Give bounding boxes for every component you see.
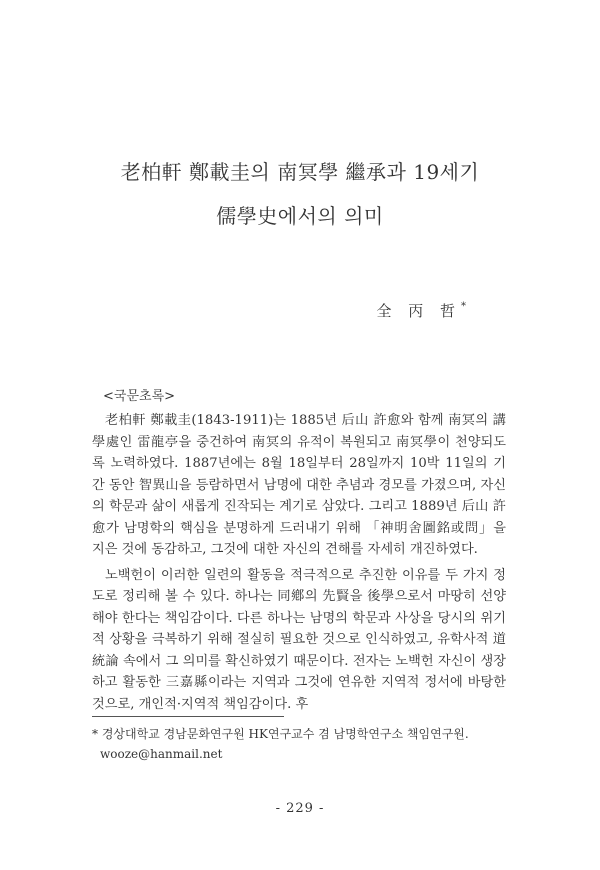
author-footnote-mark: * xyxy=(461,301,466,312)
page-number: - 229 - xyxy=(275,801,325,816)
abstract-body xyxy=(92,410,506,719)
footnote xyxy=(92,724,506,764)
footnote-affiliation: * 경상대학교 경남문화연구원 HK연구교수 겸 남명학연구소 책임연구원. xyxy=(92,727,469,741)
paper-title-line-1: 老柏軒 鄭載圭의 南冥學 繼承과 19세기 xyxy=(120,160,480,184)
author-line xyxy=(376,300,466,321)
footnote-divider xyxy=(92,716,284,717)
abstract-paragraph-1: 老柏軒 鄭載圭(1843-1911)는 1885년 后山 許愈와 함께 南冥의 講學處인 雷龍亭을 중건하여 南冥의 유적이 복원되고 南冥學이 천양되도록 노력하였다. 1887년에는 8월 18일부터 28일까지 10박 11일의 기간 동안 智異山을 등람하면서 남명에 대한 추념과 경모를 가졌으며, 자신의 학문과 삶이 새롭게 진작되는 계기로 삼았다. 그리고 1889년 后山 許愈가 남명학의 핵심을 분명하게 드러내기 위해 「神明舍圖銘或問」을 지은 것에 동감하고, 그것에 대한 자신의 견해를 자세히 개진하였다. xyxy=(92,413,506,557)
author-name: 全 丙 哲 xyxy=(376,302,461,320)
abstract-paragraph-2: 노백헌이 이러한 일련의 활동을 적극적으로 추진한 이유를 두 가지 정도로 정리해 볼 수 있다. 하나는 同鄕의 先賢을 後學으로서 마땅히 선양해야 한다는 책임감이다. 다른 하나는 남명의 학문과 사상을 당시의 위기적 상황을 극복하기 위해 절실히 필요한 것으로 인식하였고, 유학사적 道統論 속에서 그 의미를 확신하였기 때문이다. 전자는 노백헌 자신이 생장하고 활동한 三嘉縣이라는 지역과 그것에 연유한 지역적 정서에 바탕한 것으로, 개인적·지역적 책임감이다. 후 xyxy=(92,567,506,712)
footnote-email: wooze@hanmail.net xyxy=(100,747,223,761)
paper-title-line-2: 儒學史에서의 의미 xyxy=(216,204,384,228)
abstract-heading: <국문초록> xyxy=(103,389,176,404)
